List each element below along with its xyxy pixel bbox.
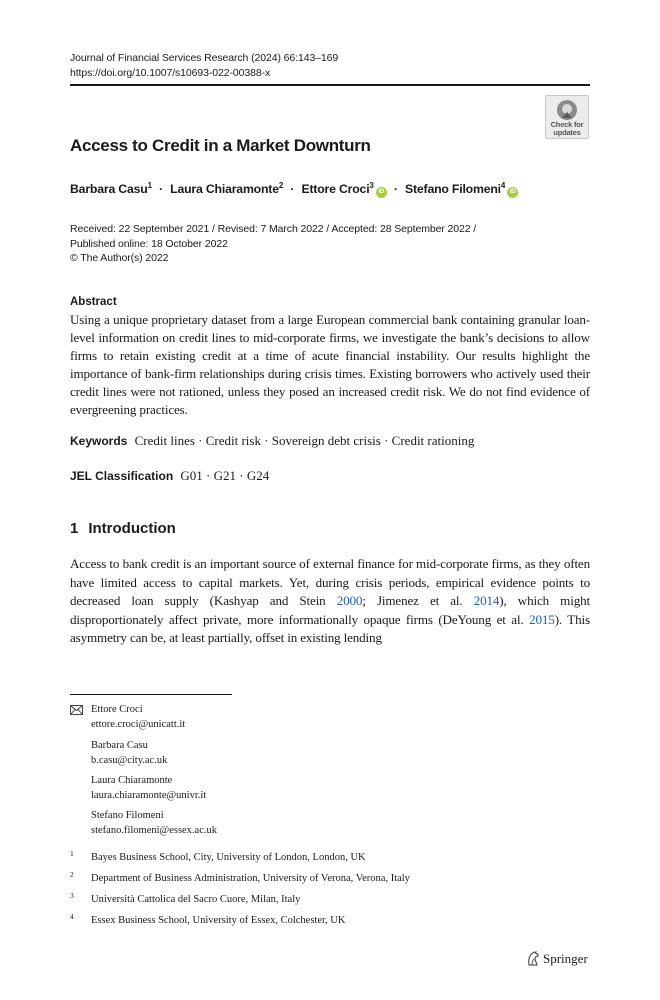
keywords (70, 433, 474, 449)
affiliation-text: Università Cattolica del Sacro Cuore, Milan, Italy (91, 894, 301, 905)
contact-name: Barbara Casu (91, 740, 148, 751)
author-affiliation-marker: 2 (278, 181, 284, 190)
published-date: Published online: 18 October 2022 (70, 237, 228, 250)
copyright: © The Author(s) 2022 (70, 252, 169, 264)
journal-citation: Journal of Financial Services Research (2024) 66:143–169 (70, 52, 339, 64)
intro-paragraph (70, 555, 590, 648)
footnote-rule (70, 694, 232, 695)
check-badge-line2: updates (553, 128, 581, 137)
intro-text: Access to bank credit is an important source of external finance for mid-corporate firms, as they often have limited access to capital markets. Yet, during crisis periods, empirical evidence points to decreased loan supply (Kashyap and Stein (70, 556, 590, 608)
citation-link[interactable]: 2014 (473, 593, 500, 608)
keywords-value: Credit lines · Credit risk · Sovereign debt crisis · Credit rationing (134, 433, 475, 448)
springer-horse-icon (526, 951, 540, 966)
contact-name: Stefano Filomeni (91, 810, 164, 821)
contact-block (91, 703, 185, 732)
crossmark-icon (556, 99, 578, 121)
intro-text: ), which might disproportionately affect private, more informationally opaque firms (DeYoung et al. (70, 593, 590, 627)
citation-link[interactable]: 2015 (529, 611, 555, 627)
author-name[interactable]: Laura Chiaramonte (170, 182, 279, 196)
contact-block (91, 774, 206, 803)
jel-value: G01 · G21 · G24 (180, 468, 270, 483)
contact-email[interactable]: laura.chiaramonte@univr.it (91, 789, 207, 801)
citation-link[interactable]: 2000 (336, 593, 363, 608)
publisher-logo (526, 951, 588, 967)
intro-text: ). This asymmetry can be, at least partially, offset in existing lending (70, 611, 590, 645)
check-for-updates-badge[interactable] (545, 95, 589, 139)
header-rule (70, 84, 590, 86)
author-separator: · (393, 182, 398, 196)
affiliation-text: Essex Business School, University of Essex, Colchester, UK (91, 915, 346, 926)
contact-block (91, 809, 217, 838)
section-heading (70, 520, 176, 537)
author-affiliation-marker: 3 (369, 181, 374, 190)
check-badge-line1: Check for (550, 120, 584, 129)
jel-classification (70, 468, 269, 484)
author-separator: · (290, 182, 295, 196)
author-name[interactable]: Ettore Croci (301, 182, 370, 196)
affiliation-number: 1 (70, 849, 74, 858)
intro-text: ; Jimenez et al. (362, 593, 474, 608)
contact-email[interactable]: ettore.croci@unicatt.it (91, 718, 186, 730)
abstract-text: Using a unique proprietary dataset from a large European commercial bank containing granular loan-level information on credit lines to mid-corporate firms, we investigate the bank’s decisions to allow firms to retain existing credit at a time of acute financial instability. Our results highlight the importance of bank-firm relationships during crisis times. Existing borrowers who actively used their credit lines were not rationed, unless they posed an increased credit risk. We do not find evidence of evergreening practices. (70, 312, 590, 417)
author-name[interactable]: Stefano Filomeni (405, 182, 501, 196)
orcid-icon[interactable]: iD (507, 187, 518, 198)
publisher-name: Springer (543, 951, 588, 966)
keywords-label: Keywords (70, 434, 128, 448)
article-title: Access to Credit in a Market Downturn (70, 136, 371, 155)
affiliation-number: 3 (70, 891, 74, 900)
publication-dates (70, 222, 476, 266)
orcid-icon[interactable]: iD (376, 187, 387, 198)
doi-link[interactable]: https://doi.org/10.1007/s10693-022-00388-x (70, 67, 271, 79)
envelope-icon (70, 705, 83, 715)
contact-name: Laura Chiaramonte (91, 775, 173, 786)
affiliation-text: Department of Business Administration, University of Verona, Verona, Italy (91, 873, 410, 884)
author-name[interactable]: Barbara Casu (70, 182, 148, 196)
journal-header (70, 51, 338, 81)
received-dates: Received: 22 September 2021 / Revised: 7 March 2022 / Accepted: 28 September 2022 / (70, 223, 477, 235)
contact-block (91, 739, 167, 768)
jel-label: JEL Classification (70, 469, 174, 483)
contact-name: Ettore Croci (91, 704, 143, 715)
section-number: 1 (70, 520, 79, 537)
author-affiliation-marker: 4 (500, 181, 506, 190)
author-list (70, 181, 518, 198)
affiliation-text: Bayes Business School, City, University of London, London, UK (91, 852, 366, 863)
contact-email[interactable]: b.casu@city.ac.uk (91, 754, 168, 766)
affiliation-number: 4 (70, 912, 74, 921)
section-title: Introduction (88, 520, 176, 537)
author-affiliation-marker: 1 (147, 181, 152, 190)
contact-email[interactable]: stefano.filomeni@essex.ac.uk (91, 824, 218, 836)
author-separator: · (159, 182, 163, 196)
affiliation-number: 2 (70, 870, 74, 879)
abstract-heading: Abstract (70, 296, 117, 308)
